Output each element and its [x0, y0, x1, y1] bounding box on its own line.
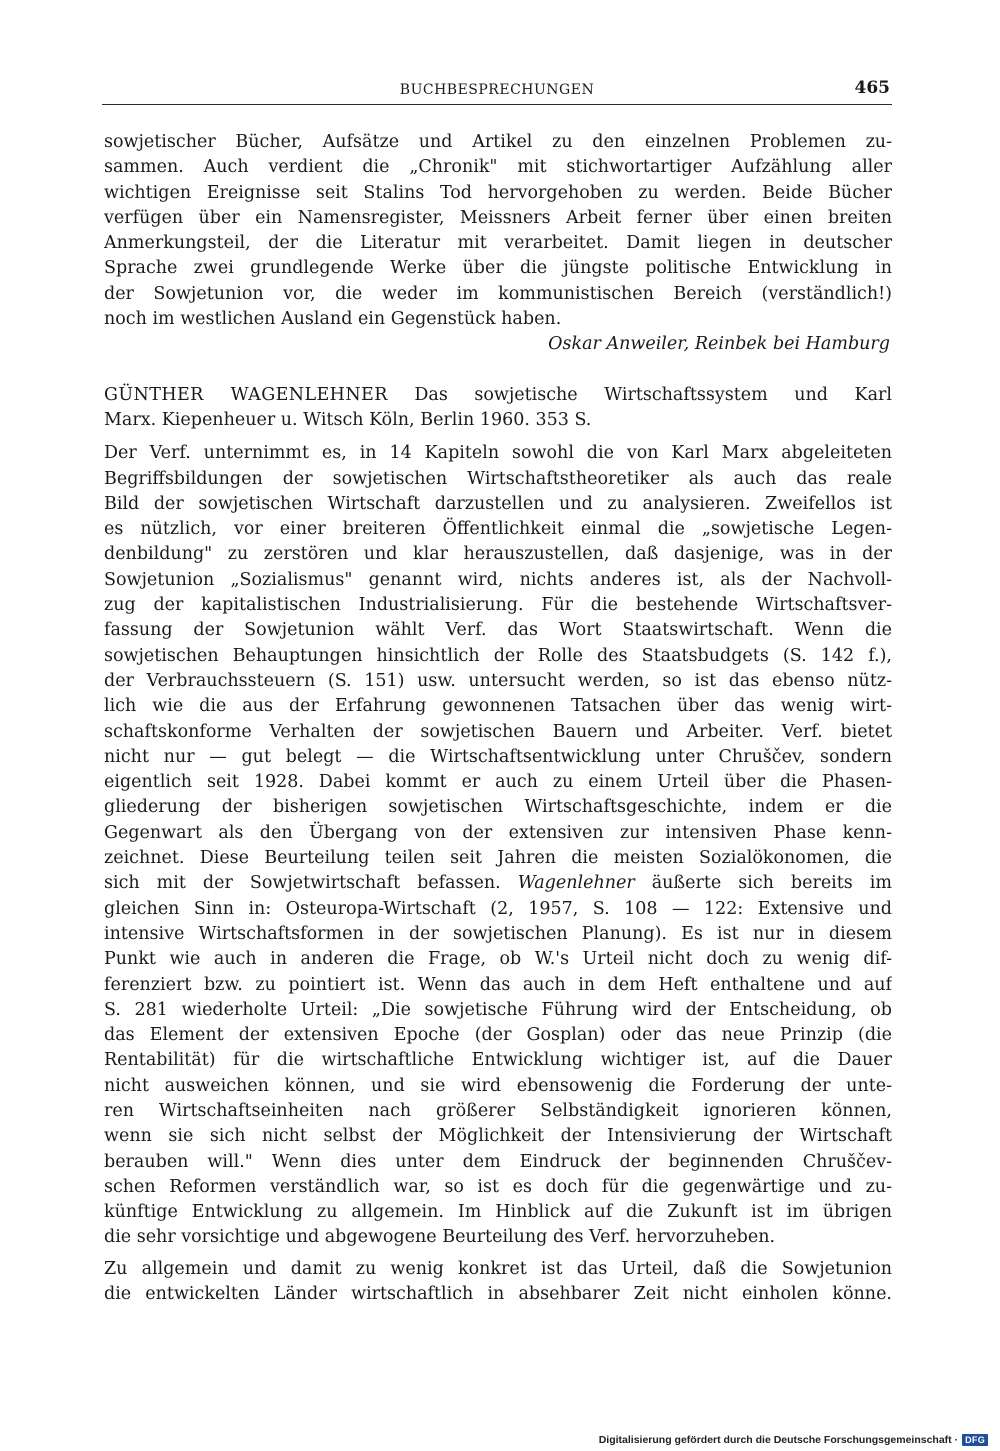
text-line: Rentabilität) für die wirtschaftliche Entwicklung wichtiger ist, auf die Dauer — [104, 1050, 892, 1071]
digitization-footer — [599, 1434, 988, 1446]
text-line: fassung der Sowjetunion wählt Verf. das Wort Staatswirtschaft. Wenn die — [104, 620, 892, 641]
text-line: nicht nur — gut belegt — die Wirtschaftsentwicklung unter Chruščev, sondern — [104, 746, 892, 767]
text-line: Bild der sowjetischen Wirtschaft darzustellen und zu analysieren. Zweifellos ist — [104, 493, 892, 514]
text-line: sich mit der Sowjetwirtschaft befassen. Wagenlehner äußerte sich bereits im — [104, 873, 892, 894]
text-line: berauben will." Wenn dies unter dem Eindruck der beginnenden Chruščev- — [104, 1151, 892, 1172]
text-line: die sehr vorsichtige und abgewogene Beurteilung des Verf. hervorzuheben. — [104, 1227, 776, 1248]
review-2-citation — [104, 383, 892, 434]
text-line: noch im westlichen Ausland ein Gegenstück haben. — [104, 309, 562, 330]
text-line: S. 281 wiederholte Urteil: „Die sowjetische Führung wird der Entscheidung, ob — [104, 999, 892, 1020]
text-line: die entwickelten Länder wirtschaftlich in absehbarer Zeit nicht einholen könne. — [104, 1284, 892, 1305]
page-number: 465 — [854, 78, 890, 98]
text-line: Sowjetunion „Sozialismus" genannt wird, nichts anderes ist, als der Nachvoll- — [104, 569, 892, 590]
text-line: Sprache zwei grundlegende Werke über die jüngste politische Entwicklung in — [104, 258, 892, 279]
text-line: Gegenwart als den Übergang von der extensiven zur intensiven Phase kenn- — [104, 822, 892, 843]
body-text — [104, 130, 892, 1307]
text-line: Anmerkungsteil, der die Literatur mit verarbeitet. Damit liegen in deutscher — [104, 233, 892, 254]
text-line: sowjetischer Bücher, Aufsätze und Artikel zu den einzelnen Problemen zu- — [104, 132, 892, 152]
text-line: Begriffsbildungen der sowjetischen Wirtschaftstheoretiker als auch das reale — [104, 468, 892, 489]
citation-line — [104, 383, 892, 408]
text-line: wichtigen Ereignisse seit Stalins Tod hervorgehoben zu werden. Beide Bücher — [104, 182, 892, 203]
text-line: Punkt wie auch in anderen die Frage, ob W.'s Urteil nicht doch zu wenig dif- — [104, 949, 892, 970]
running-head: BUCHBESPRECHUNGEN — [399, 82, 595, 98]
review-2-paragraph-2 — [104, 1257, 892, 1308]
text-line: Zu allgemein und damit zu wenig konkret ist das Urteil, daß die Sowjetunion — [104, 1258, 892, 1279]
text-line: lich wie die aus der Erfahrung gewonnenen Tatsachen über das wenig wirt- — [104, 696, 892, 717]
text-line: Der Verf. unternimmt es, in 14 Kapiteln sowohl die von Karl Marx abgeleiteten — [104, 443, 892, 464]
text-line: zug der kapitalistischen Industrialisierung. Für die bestehende Wirtschaftsver- — [104, 595, 892, 616]
text-line: der Verbrauchssteuern (S. 151) usw. untersucht werden, so ist das ebenso nütz- — [104, 670, 892, 691]
text-line: gliederung der bisherigen sowjetischen Wirtschaftsgeschichte, indem er die — [104, 797, 892, 818]
text-line: ferenziert bzw. zu pointiert ist. Wenn das auch in dem Heft enthaltene und auf — [104, 974, 892, 995]
text-line: verfügen über ein Namensregister, Meissners Arbeit ferner über einen breiten — [104, 207, 892, 228]
book-title: Das sowjetische Wirtschaftssystem und Karl — [387, 384, 892, 405]
review-1-continuation — [104, 130, 892, 358]
citation-line: Marx. Kiepenheuer u. Witsch Köln, Berlin 1960. 353 S. — [104, 409, 592, 430]
digitization-note: Digitalisierung gefördert durch die Deutsche Forschungsgemeinschaft · — [598, 1434, 959, 1446]
text-line: eigentlich seit 1928. Dabei kommt er auch zu einem Urteil über die Phasen- — [104, 772, 892, 793]
text-line: ren Wirtschaftseinheiten nach größerer Selbständigkeit ignorieren können, — [104, 1100, 892, 1121]
text-line: der Sowjetunion vor, die weder im kommunistischen Bereich (verständlich!) — [104, 283, 892, 304]
text-line: das Element der extensiven Epoche (der Gosplan) oder das neue Prinzip (die — [104, 1025, 892, 1046]
reviewer-signature: Oskar Anweiler, Reinbek bei Hamburg — [548, 334, 890, 355]
text-line: sowjetischen Behauptungen hinsichtlich der Rolle des Staatsbudgets (S. 142 f.), — [104, 645, 892, 666]
text-line: es nützlich, vor einer breiteren Öffentlichkeit einmal die „sowjetische Legen- — [104, 519, 892, 540]
text-line: schaftskonforme Verhalten der sowjetischen Bauern und Arbeiter. Verf. bietet — [104, 721, 892, 742]
page-header — [102, 78, 892, 105]
book-author: GÜNTHER WAGENLEHNER — [104, 384, 388, 405]
text-line: künftige Entwicklung zu allgemein. Im Hinblick auf die Zukunft ist im übrigen — [104, 1202, 892, 1223]
text-line: sammen. Auch verdient die „Chronik" mit stichwortartiger Aufzählung aller — [104, 157, 892, 178]
dfg-logo: DFG — [962, 1434, 988, 1446]
text-line: denbildung" zu zerstören und klar herauszustellen, daß dasjenige, was in der — [104, 544, 892, 565]
text-line: nicht ausweichen können, und sie wird ebensowenig die Forderung der unte- — [104, 1075, 892, 1096]
text-line: gleichen Sinn in: Osteuropa-Wirtschaft (2, 1957, S. 108 — 122: Extensive und — [104, 898, 892, 919]
review-2-paragraph-1 — [104, 441, 892, 1251]
text-line: wenn sie sich nicht selbst der Möglichkeit der Intensivierung der Wirtschaft — [104, 1126, 892, 1147]
text-line: zeichnet. Diese Beurteilung teilen seit Jahren die meisten Sozialökonomen, die — [104, 848, 892, 869]
text-line: schen Reformen verständlich war, so ist es doch für die gegenwärtige und zu- — [104, 1176, 892, 1197]
text-line: intensive Wirtschaftsformen in der sowjetischen Planung). Es ist nur in diesem — [104, 923, 892, 944]
